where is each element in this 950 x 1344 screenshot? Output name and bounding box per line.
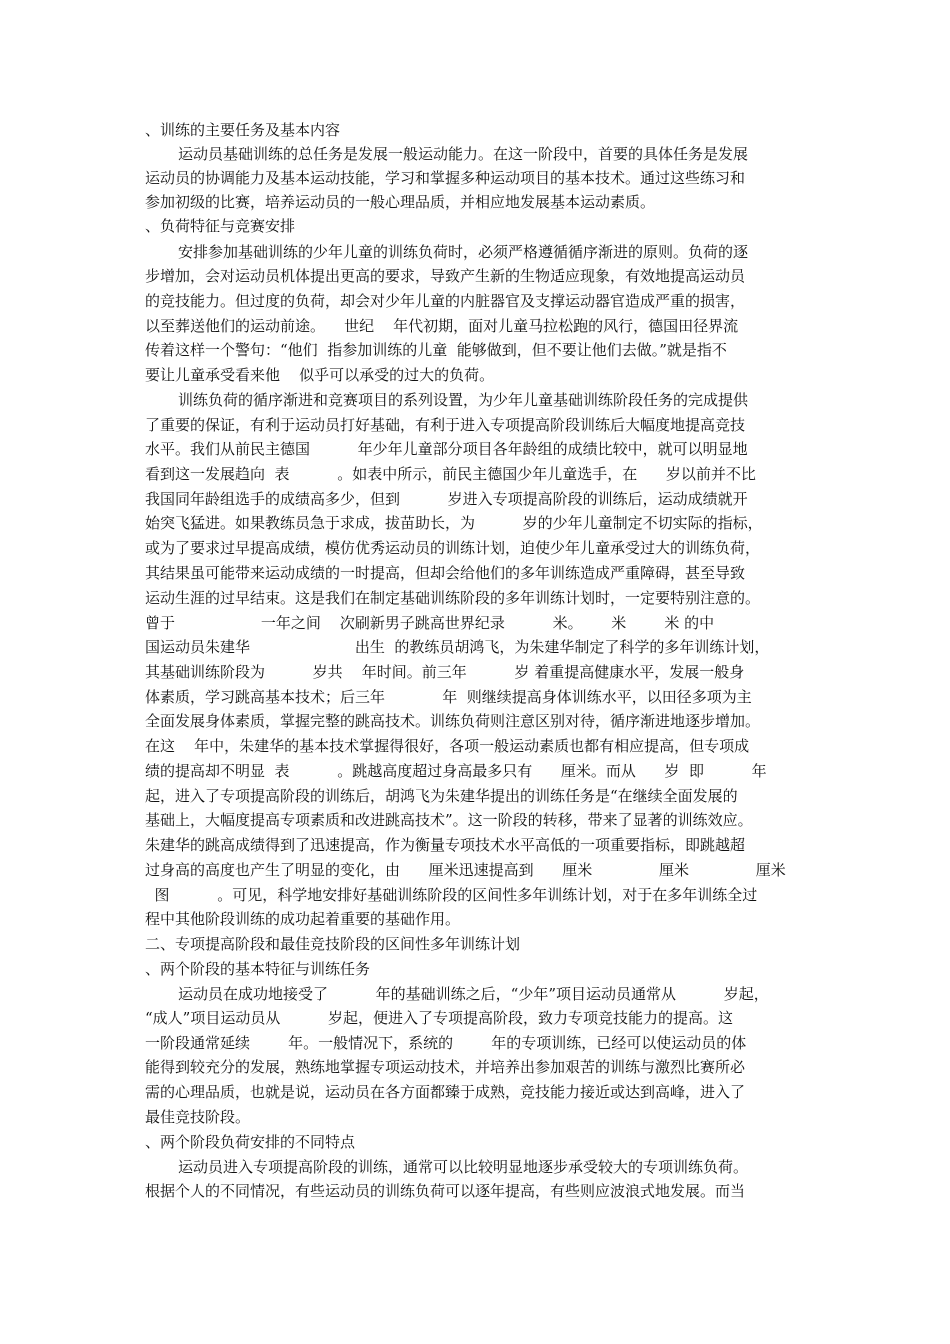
paragraph-line: 训练负荷的循序渐进和竞赛项目的系列设置，为少年儿童基础训练阶段任务的完成提供 (178, 391, 749, 409)
paragraph-line: 基础上，大幅度提高专项素质和改进跳高技术”。这一阶段的转移，带来了显著的训练效应。 (145, 811, 753, 829)
section-heading: 二、专项提高阶段和最佳竞技阶段的区间性多年训练计划 (145, 935, 521, 953)
paragraph-line: 绩的提高却不明显 表 。跳越高度超过身高最多只有 厘米。而从 岁 即 年 (145, 762, 767, 780)
section-heading: 、负荷特征与竞赛安排 (145, 217, 296, 235)
paragraph-line: 最佳竞技阶段。 (145, 1108, 251, 1126)
section-heading: 、两个阶段负荷安排的不同特点 (145, 1133, 356, 1151)
paragraph-line: 需的心理品质，也就是说，运动员在各方面都臻于成熟，竞技能力接近或达到高峰，进入了 (145, 1083, 746, 1101)
paragraph-line: 运动员基础训练的总任务是发展一般运动能力。在这一阶段中，首要的具体任务是发展 (178, 145, 749, 163)
paragraph-line: 程中其他阶段训练的成功起着重要的基础作用。 (145, 910, 461, 928)
paragraph-line: 能得到较充分的发展，熟练地掌握专项运动技术，并培养出参加艰苦的训练与激烈比赛所必 (145, 1058, 746, 1076)
paragraph-line: 我国同年龄组选手的成绩高多少，但到 岁进入专项提高阶段的训练后，运动成绩就开 (145, 490, 748, 508)
paragraph-line: 图 。可见，科学地安排好基础训练阶段的区间性多年训练计划，对于在多年训练全过 (145, 886, 758, 904)
paragraph-line: 体素质，学习跳高基本技术；后三年 年 则继续提高身体训练水平，以田径多项为主 (145, 688, 752, 706)
paragraph-line: 或为了要求过早提高成绩，模仿优秀运动员的训练计划，迫使少年儿童承受过大的训练负荷， (145, 539, 761, 557)
paragraph-line: 起，进入了专项提高阶段的训练后，胡鸿飞为朱建华提出的训练任务是“在继续全面发展的 (145, 787, 738, 805)
paragraph-line: 的竞技能力。但过度的负荷，却会对少年儿童的内脏器官及支撑运动器官造成严重的损害， (145, 292, 746, 310)
paragraph-line: “成人”项目运动员从 岁起，便进入了专项提高阶段，致力专项竞技能力的提高。这 (145, 1009, 734, 1027)
paragraph-line: 参加初级的比赛，培养运动员的一般心理品质，并相应地发展基本运动素质。 (145, 193, 656, 211)
paragraph-line: 在这 年中，朱建华的基本技术掌握得很好，各项一般运动素质也都有相应提高，但专项成 (145, 737, 750, 755)
paragraph-line: 步增加，会对运动员机体提出更高的要求，导致产生新的生物适应现象，有效地提高运动员 (145, 267, 746, 285)
paragraph-line: 曾于 一年之间 次刷新男子跳高世界纪录 米。 米 米 的中 (145, 614, 715, 632)
paragraph-line: 运动员的协调能力及基本运动技能，学习和掌握多种运动项目的基本技术。通过这些练习和 (145, 169, 746, 187)
paragraph-line: 国运动员朱建华 出生 的教练员胡鸿飞，为朱建华制定了科学的多年训练计划， (145, 638, 770, 656)
paragraph-line: 运动员在成功地接受了 年的基础训练之后，“少年”项目运动员通常从 岁起， (178, 985, 769, 1003)
paragraph-line: 过身高的高度也产生了明显的变化，由 厘米迅速提高到 厘米 厘米 厘米 (145, 861, 786, 879)
paragraph-line: 看到这一发展趋向 表 。如表中所示，前民主德国少年儿童选手，在 岁以前并不比 (145, 465, 756, 483)
paragraph-line: 水平。我们从前民主德国 年少年儿童部分项目各年龄组的成绩比较中，就可以明显地 (145, 440, 748, 458)
paragraph-line: 根据个人的不同情况，有些运动员的训练负荷可以逐年提高，有些则应波浪式地发展。而当 (145, 1182, 746, 1200)
paragraph-line: 运动生涯的过早结束。这是我们在制定基础训练阶段的多年训练计划时，一定要特别注意的。 (145, 589, 761, 607)
section-heading: 、训练的主要任务及基本内容 (145, 121, 341, 139)
paragraph-line: 运动员进入专项提高阶段的训练，通常可以比较明显地逐步承受较大的专项训练负荷。 (178, 1158, 749, 1176)
paragraph-line: 其基础训练阶段为 岁共 年时间。前三年 岁 着重提高健康水平，发展一般身 (145, 663, 745, 681)
paragraph-line: 以至葬送他们的运动前途。 世纪 年代初期，面对儿童马拉松跑的风行，德国田径界流 (145, 317, 739, 335)
paragraph-line: 始突飞猛进。如果教练员急于求成，拔苗助长，为 岁的少年儿童制定不切实际的指标， (145, 514, 763, 532)
paragraph-line: 安排参加基础训练的少年儿童的训练负荷时，必须严格遵循循序渐进的原则。负荷的逐 (178, 243, 749, 261)
paragraph-line: 全面发展身体素质，掌握完整的跳高技术。训练负荷则注意区别对待，循序渐进地逐步增加。 (145, 712, 761, 730)
paragraph-line: 了重要的保证，有利于运动员打好基础，有利于进入专项提高阶段训练后大幅度地提高竞技 (145, 416, 746, 434)
paragraph-line: 其结果虽可能带来运动成绩的一时提高，但却会给他们的多年训练造成严重障碍，甚至导致 (145, 564, 746, 582)
paragraph-line: 传着这样一个警句：“他们 指参加训练的儿童 能够做到，但不要让他们去做。”就是指不 (145, 341, 727, 359)
paragraph-line: 要让儿童承受看来他 似乎可以承受的过大的负荷。 (145, 366, 495, 384)
section-heading: 、两个阶段的基本特征与训练任务 (145, 960, 371, 978)
paragraph-line: 朱建华的跳高成绩得到了迅速提高，作为衡量专项技术水平高低的一项重要指标，即跳越超 (145, 836, 746, 854)
paragraph-line: 一阶段通常延续 年。一般情况下，系统的 年的专项训练，已经可以使运动员的体 (145, 1034, 747, 1052)
